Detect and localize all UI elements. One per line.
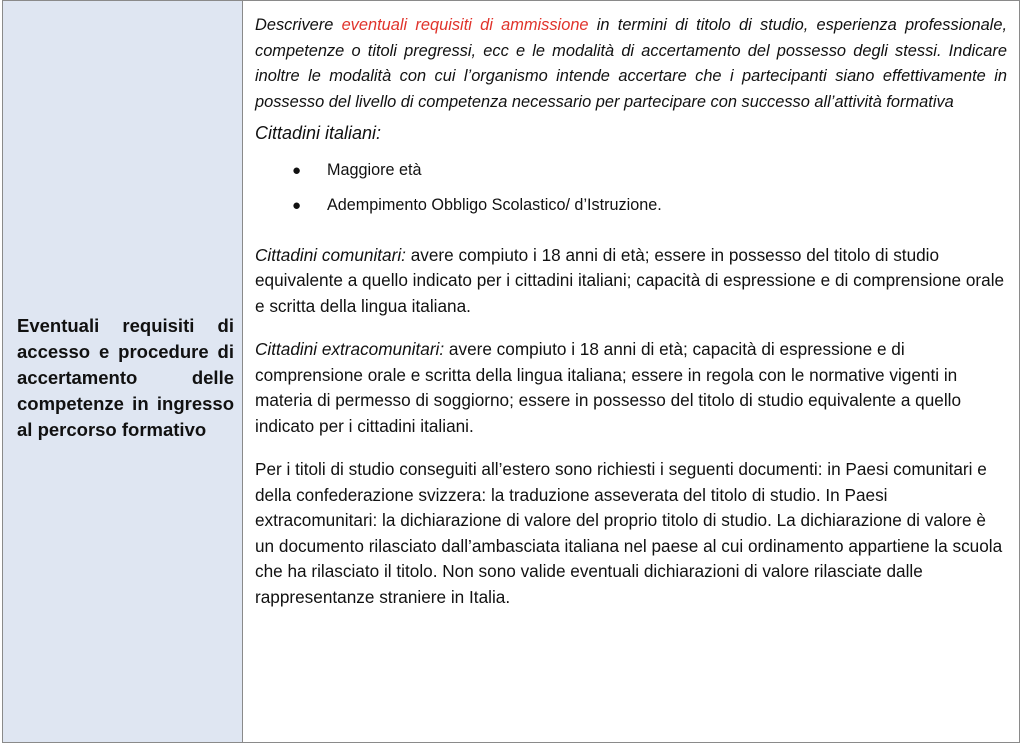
comunitari-paragraph [255,243,1007,320]
comunitari-text: avere compiuto i 18 anni di età; essere in possesso del titolo di studio equivalente a quello indicato per i cittadini italiani; capacità di espressione e di comprensione orale e scritta della lingua italiana. [255,244,1005,316]
list-item-text: Adempimento Obbligo Scolastico/ d’Istruzione. [327,195,662,214]
row-label: Eventuali requisiti di accesso e procedure di accertamento delle competenze in ingresso al percorso formativo [17,314,234,440]
label-cell [3,1,243,742]
list-item [255,153,1007,188]
extracomunitari-heading: Cittadini extracomunitari: [255,339,445,359]
bullet-icon: ● [292,196,302,214]
italiani-list [255,153,1007,223]
intro-highlight: eventuali requisiti di ammissione [341,16,589,34]
content-cell [243,1,1019,742]
list-item [255,188,1007,223]
esteri-paragraph: Per i titoli di studio conseguiti all’estero sono richiesti i seguenti documenti: in Paesi comunitari e della confederazione svizzera: la traduzione asseverata del titolo di studio. In Paesi extracomunitari: la dichiarazione di valore del proprio titolo di studio. La dichiarazione di valore è un documento rilasciato dall’ambasciata italiana nel paese al cui ordinamento appartiene la scuola che ha rilasciato il titolo. Non sono valide eventuali dichiarazioni di valore rilasciate dalle rappresentanze straniere in Italia. [255,459,1003,607]
bullet-icon: ● [292,161,302,179]
comunitari-heading: Cittadini comunitari: [255,244,406,265]
intro-before: Descrivere [255,16,342,34]
italiani-heading: Cittadini italiani: [255,123,382,143]
extracomunitari-text: avere compiuto i 18 anni di età; capacità di espressione e di comprensione orale e scritta della lingua italiana; essere in regola con le normative vigenti in materia di permesso di soggiorno; essere in possesso del titolo di studio equivalente a quello indicato per i cittadini italiani. [255,339,962,436]
extracomunitari-paragraph [255,337,1007,439]
list-item-text: Maggiore età [327,160,422,179]
intro-paragraph [255,13,1007,115]
intro-after: in termini di titolo di studio, esperienza professionale, competenze o titoli pregressi, ecc e le modalità di accertamento del possesso degli stessi. Indicare inoltre le modalità con cui l’organismo intende accertare che i partecipanti siano effettivamente in possesso del livello di competenza necessario per partecipare con successo all’attività formativa [255,16,1007,111]
requirements-table [2,0,1020,743]
